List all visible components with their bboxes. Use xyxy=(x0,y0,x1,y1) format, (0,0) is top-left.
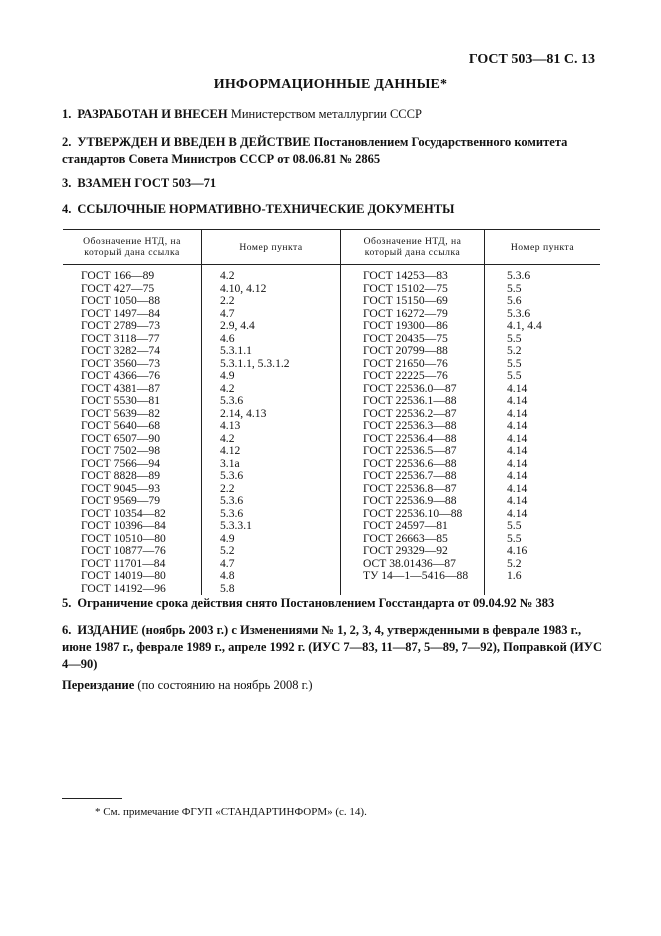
ntd-cell: ГОСТ 11701—84 xyxy=(81,556,166,570)
item-number: 5. xyxy=(62,596,72,610)
ntd-cell-2: ГОСТ 22225—76 xyxy=(341,370,485,383)
ntd-cell-2: ГОСТ 29329—92 xyxy=(341,545,485,558)
ntd-cell: ГОСТ 10510—80 xyxy=(81,531,166,545)
footnote: * См. примечание ФГУП «СТАНДАРТИНФОРМ» (с. 14). xyxy=(95,806,367,818)
clause-cell: 2.9, 4.4 xyxy=(202,320,341,333)
item-text: Ограничение срока действия снято Постановлением Госстандарта от 09.04.92 № 383 xyxy=(77,596,555,610)
item-number: 1. xyxy=(62,107,72,121)
ntd-cell-2: ГОСТ 21650—76 xyxy=(341,358,485,371)
table-row xyxy=(63,420,600,433)
table-row xyxy=(63,395,600,408)
clause-cell-2: 5.5 xyxy=(485,370,601,383)
page-header: ГОСТ 503—81 С. 13 xyxy=(468,52,595,67)
clause-cell-2: 5.5 xyxy=(485,283,601,296)
clause-cell-2: 5.5 xyxy=(485,333,601,346)
clause-cell: 5.3.1.1, 5.3.1.2 xyxy=(202,358,341,371)
ntd-cell: ГОСТ 14019—80 xyxy=(81,569,166,582)
ntd-cell: ГОСТ 4381—87 xyxy=(81,381,161,395)
ntd-cell: ГОСТ 10396—84 xyxy=(81,519,166,532)
reference-documents-table xyxy=(63,229,600,595)
clause-cell-2: 5.5 xyxy=(485,358,601,371)
ntd-cell-2: ГОСТ 22536.1—88 xyxy=(341,395,485,408)
item-number: 6. xyxy=(62,623,72,637)
ntd-cell-2: ГОСТ 24597—81 xyxy=(341,520,485,533)
reprint-text: (по состоянию на ноябрь 2008 г.) xyxy=(134,678,313,692)
ntd-cell-2: ГОСТ 22536.3—88 xyxy=(341,420,485,433)
ntd-cell-2: ОСТ 38.01436—87 xyxy=(341,558,485,571)
clause-cell-2: 4.14 xyxy=(485,483,601,496)
ntd-cell: ГОСТ 4366—76 xyxy=(81,369,161,382)
table-row xyxy=(63,470,600,483)
table-row xyxy=(63,545,600,558)
ntd-cell: ГОСТ 3282—74 xyxy=(81,344,161,357)
info-item-1 xyxy=(62,106,602,123)
ntd-cell-2: ГОСТ 14253—83 xyxy=(341,265,485,283)
ntd-cell-2: ГОСТ 22536.8—87 xyxy=(341,483,485,496)
clause-cell-2: 4.16 xyxy=(485,545,601,558)
clause-cell-2: 5.3.6 xyxy=(485,265,601,283)
clause-cell: 4.9 xyxy=(202,370,341,383)
item-heading: ССЫЛОЧНЫЕ НОРМАТИВНО-ТЕХНИЧЕСКИЕ ДОКУМЕНТЫ xyxy=(77,202,455,216)
ntd-cell: ГОСТ 2789—73 xyxy=(81,319,161,332)
item-text: Постановлением Государственного комитета стандартов Совета Министров СССР от 08.06.81 № 2865 xyxy=(62,135,568,166)
info-item-5 xyxy=(62,595,602,612)
ntd-cell: ГОСТ 6507—90 xyxy=(81,431,161,445)
ntd-cell-2: ГОСТ 22536.5—87 xyxy=(341,445,485,458)
ntd-cell-2: ГОСТ 16272—79 xyxy=(341,308,485,321)
clause-cell: 2.2 xyxy=(202,483,341,496)
ntd-cell-2: ГОСТ 15102—75 xyxy=(341,283,485,296)
clause-cell: 4.2 xyxy=(202,265,341,283)
clause-cell: 4.7 xyxy=(202,308,341,321)
clause-cell-2: 4.14 xyxy=(485,445,601,458)
table-row xyxy=(63,370,600,383)
ntd-cell: ГОСТ 3560—73 xyxy=(81,356,161,370)
clause-cell: 5.3.6 xyxy=(202,470,341,483)
clause-cell-2: 5.6 xyxy=(485,295,601,308)
clause-cell-2 xyxy=(485,583,601,596)
ntd-cell-2: ГОСТ 20435—75 xyxy=(341,333,485,346)
ntd-cell-2: ГОСТ 22536.4—88 xyxy=(341,433,485,446)
clause-cell: 4.9 xyxy=(202,533,341,546)
info-item-4 xyxy=(62,201,602,218)
clause-cell-2: 4.14 xyxy=(485,458,601,471)
item-heading: РАЗРАБОТАН И ВНЕСЕН xyxy=(77,107,228,121)
col-header-ntd: Обозначение НТД, на который дана ссылка xyxy=(63,230,202,265)
reprint-note xyxy=(62,678,313,693)
ntd-cell: ГОСТ 14192—96 xyxy=(81,581,166,595)
ntd-cell: ГОСТ 9569—79 xyxy=(81,494,161,507)
ntd-cell-2: ГОСТ 22536.10—88 xyxy=(341,508,485,521)
ntd-cell-2 xyxy=(341,583,485,596)
ntd-cell: ГОСТ 5530—81 xyxy=(81,394,161,407)
table-row xyxy=(63,583,600,596)
table-row xyxy=(63,570,600,583)
ntd-cell: ГОСТ 5639—82 xyxy=(81,406,161,420)
table-row xyxy=(63,320,600,333)
clause-cell: 5.2 xyxy=(202,545,341,558)
clause-cell: 5.3.6 xyxy=(202,495,341,508)
table-row xyxy=(63,495,600,508)
item-number: 2. xyxy=(62,135,72,149)
ntd-cell: ГОСТ 8828—89 xyxy=(81,469,161,482)
ntd-cell-2: ГОСТ 15150—69 xyxy=(341,295,485,308)
clause-cell: 4.7 xyxy=(202,558,341,571)
item-number: 3. xyxy=(62,176,72,190)
clause-cell: 5.3.6 xyxy=(202,508,341,521)
ntd-cell: ГОСТ 10877—76 xyxy=(81,544,166,557)
col-header-clause: Номер пункта xyxy=(202,230,341,265)
ntd-cell: ГОСТ 9045—93 xyxy=(81,481,161,495)
ntd-cell-2: ГОСТ 22536.9—88 xyxy=(341,495,485,508)
item-text: Министерством металлургии СССР xyxy=(227,107,422,121)
ntd-cell: ГОСТ 1497—84 xyxy=(81,306,161,320)
clause-cell-2: 5.2 xyxy=(485,558,601,571)
item-heading: УТВЕРЖДЕН И ВВЕДЕН В ДЕЙСТВИЕ xyxy=(77,135,311,149)
clause-cell-2: 4.14 xyxy=(485,420,601,433)
clause-cell: 4.6 xyxy=(202,333,341,346)
clause-cell-2: 5.2 xyxy=(485,345,601,358)
clause-cell: 4.10, 4.12 xyxy=(202,283,341,296)
col-header-clause-2: Номер пункта xyxy=(485,230,601,265)
ntd-cell-2: ГОСТ 22536.7—88 xyxy=(341,470,485,483)
item-number: 4. xyxy=(62,202,72,216)
item-heading: ИЗДАНИЕ xyxy=(77,623,139,637)
clause-cell: 4.13 xyxy=(202,420,341,433)
ntd-cell: ГОСТ 1050—88 xyxy=(81,294,161,307)
ntd-cell: ГОСТ 3118—77 xyxy=(81,331,160,345)
table-row xyxy=(63,345,600,358)
footnote-divider xyxy=(62,798,122,799)
table-header-row xyxy=(63,230,600,265)
table-row xyxy=(63,520,600,533)
ntd-cell: ГОСТ 7502—98 xyxy=(81,444,161,457)
clause-cell-2: 5.5 xyxy=(485,533,601,546)
table-body xyxy=(63,265,600,596)
item-heading: ВЗАМЕН ГОСТ 503—71 xyxy=(77,176,217,190)
clause-cell-2: 4.14 xyxy=(485,395,601,408)
clause-cell: 2.14, 4.13 xyxy=(202,408,341,421)
clause-cell: 5.3.3.1 xyxy=(202,520,341,533)
ntd-cell: ГОСТ 7566—94 xyxy=(81,456,161,470)
ntd-cell: ГОСТ 427—75 xyxy=(81,281,155,295)
clause-cell-2: 4.14 xyxy=(485,495,601,508)
item-text: (ноябрь 2003 г.) с Изменениями № 1, 2, 3, 4, утвержденными в феврале 1983 г., июне 1987 г., феврале 1989 г., апреле 1992 г. (ИУС 7—83, 11—87, 5—89, 7—92), Поправкой (ИУС 4—90) xyxy=(62,623,602,671)
info-item-3 xyxy=(62,175,602,192)
clause-cell-2: 5.5 xyxy=(485,520,601,533)
ntd-cell-2: ГОСТ 22536.2—87 xyxy=(341,408,485,421)
info-item-2 xyxy=(62,134,602,168)
clause-cell: 5.3.1.1 xyxy=(202,345,341,358)
clause-cell-2: 4.14 xyxy=(485,383,601,396)
clause-cell: 4.2 xyxy=(202,383,341,396)
ntd-cell-2: ГОСТ 26663—85 xyxy=(341,533,485,546)
clause-cell-2: 1.6 xyxy=(485,570,601,583)
clause-cell-2: 4.14 xyxy=(485,408,601,421)
ntd-cell-2: ГОСТ 19300—86 xyxy=(341,320,485,333)
ntd-cell: ГОСТ 5640—68 xyxy=(81,419,161,432)
clause-cell-2: 4.1, 4.4 xyxy=(485,320,601,333)
clause-cell-2: 4.14 xyxy=(485,433,601,446)
clause-cell-2: 5.3.6 xyxy=(485,308,601,321)
ntd-cell-2: ГОСТ 22536.6—88 xyxy=(341,458,485,471)
clause-cell-2: 4.14 xyxy=(485,508,601,521)
table-row xyxy=(63,295,600,308)
table-row xyxy=(63,265,600,283)
clause-cell: 4.2 xyxy=(202,433,341,446)
table-row xyxy=(63,445,600,458)
ntd-cell-2: ТУ 14—1—5416—88 xyxy=(341,570,485,583)
reprint-label: Переиздание xyxy=(62,678,135,692)
clause-cell: 5.3.6 xyxy=(202,395,341,408)
clause-cell: 3.1а xyxy=(202,458,341,471)
clause-cell: 4.8 xyxy=(202,570,341,583)
col-header-ntd-2: Обозначение НТД, на который дана ссылка xyxy=(341,230,485,265)
clause-cell: 5.8 xyxy=(202,583,341,596)
ntd-cell: ГОСТ 10354—82 xyxy=(81,506,166,520)
ntd-cell-2: ГОСТ 22536.0—87 xyxy=(341,383,485,396)
ntd-cell: ГОСТ 166—89 xyxy=(81,269,155,282)
info-item-6 xyxy=(62,622,602,673)
ntd-cell-2: ГОСТ 20799—88 xyxy=(341,345,485,358)
clause-cell: 4.12 xyxy=(202,445,341,458)
clause-cell-2: 4.14 xyxy=(485,470,601,483)
clause-cell: 2.2 xyxy=(202,295,341,308)
page-title: ИНФОРМАЦИОННЫЕ ДАННЫЕ* xyxy=(213,77,448,92)
